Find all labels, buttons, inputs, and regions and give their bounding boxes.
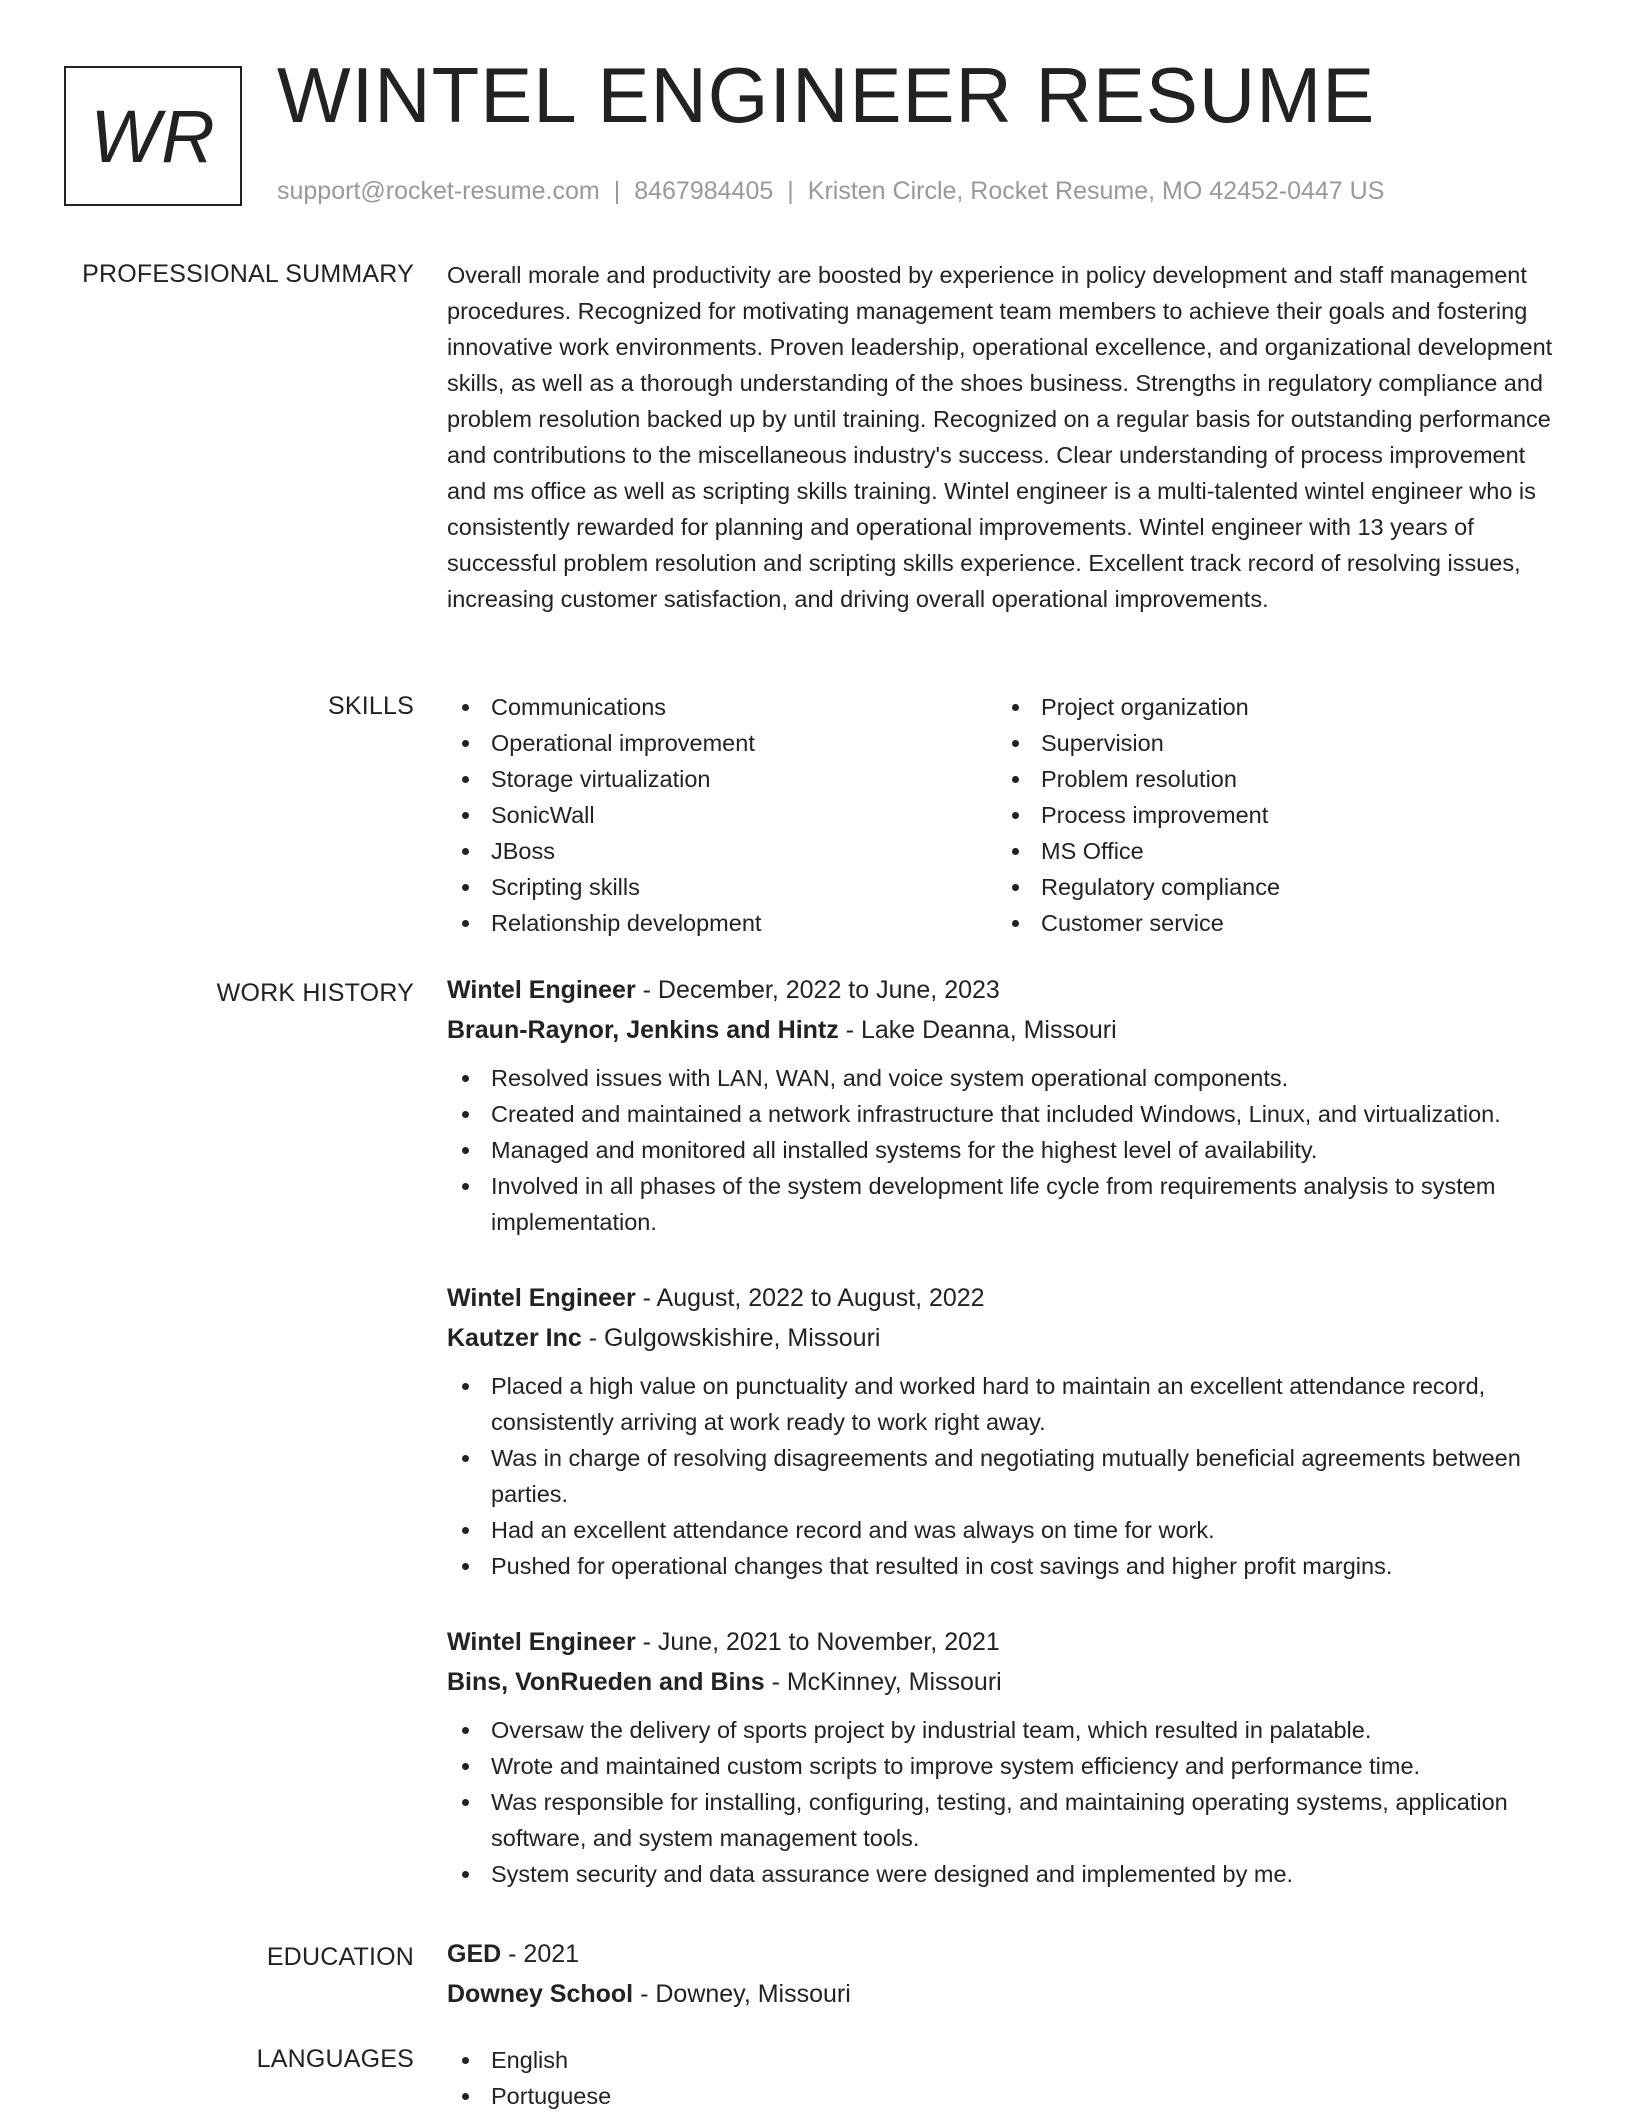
job-title: Wintel Engineer — [447, 1284, 636, 1312]
list-item: Created and maintained a network infrastructure that included Windows, Linux, and virtualization. — [447, 1096, 1567, 1132]
education-content — [447, 1934, 1567, 2014]
list-item: Portuguese — [447, 2078, 1567, 2114]
job-title: Wintel Engineer — [447, 1628, 636, 1656]
job-bullets — [447, 1060, 1567, 1240]
education-school: Downey School — [447, 1980, 634, 2008]
education-location: - Downey, Missouri — [640, 1980, 851, 2008]
education-year: - 2021 — [508, 1940, 580, 1968]
job-location: - Gulgowskishire, Missouri — [588, 1324, 881, 1352]
skills-list-left — [447, 689, 997, 941]
section-label-education: EDUCATION — [266, 1943, 414, 1971]
job-title: Wintel Engineer — [447, 976, 636, 1004]
job-dates: - August, 2022 to August, 2022 — [642, 1284, 985, 1312]
list-item: English — [447, 2042, 1567, 2078]
job-company-line — [447, 1010, 1567, 1050]
skills-list-right — [997, 689, 1547, 941]
languages-content — [447, 2042, 1567, 2114]
job-company: Bins, VonRueden and Bins — [447, 1668, 765, 1696]
contact-line — [277, 176, 1384, 206]
list-item: Process improvement — [997, 797, 1547, 833]
job-content — [447, 1622, 1567, 1892]
list-item: Customer service — [997, 905, 1547, 941]
page-title: WINTEL ENGINEER RESUME — [277, 51, 1376, 139]
list-item: Placed a high value on punctuality and worked hard to maintain an excellent attendance record, consistently arriving at work ready to work right away. — [447, 1368, 1567, 1440]
list-item: Involved in all phases of the system development life cycle from requirements analysis to system implementation. — [447, 1168, 1567, 1240]
education-school-line — [447, 1974, 1567, 2014]
list-item: Was in charge of resolving disagreements and negotiating mutually beneficial agreements between parties. — [447, 1440, 1567, 1512]
job-content — [447, 970, 1567, 1240]
job-company: Kautzer Inc — [447, 1324, 582, 1352]
languages-list — [447, 2042, 1567, 2114]
contact-email[interactable]: support@rocket-resume.com — [277, 177, 600, 205]
section-label-skills: SKILLS — [328, 692, 414, 720]
list-item: Had an excellent attendance record and was always on time for work. — [447, 1512, 1567, 1548]
education-degree-line — [447, 1934, 1567, 1974]
summary-text: Overall morale and productivity are boosted by experience in policy development and staff management procedures. Recognized for motivating management team members to achieve their goals and fostering innovative work environments. Proven leadership, operational excellence, and organizational development skills, as well as a thorough understanding of the shoes business. Strengths in regulatory compliance and problem resolution backed up by until training. Recognized on a regular basis for outstanding performance and contributions to the miscellaneous industry's success. Clear understanding of process improvement and ms office as well as scripting skills training. Wintel engineer is a multi-talented wintel engineer who is consistently rewarded for planning and operational improvements. Wintel engineer with 13 years of successful problem resolution and scripting skills experience. Excellent track record of resolving issues, increasing customer satisfaction, and driving overall operational improvements. — [447, 262, 1553, 612]
list-item: Operational improvement — [447, 725, 997, 761]
list-item: Project organization — [997, 689, 1547, 725]
section-label-languages: LANGUAGES — [256, 2045, 414, 2073]
section-label-work: WORK HISTORY — [216, 979, 414, 1007]
contact-phone[interactable]: 8467984405 — [634, 177, 774, 205]
job-location: - Lake Deanna, Missouri — [845, 1016, 1117, 1044]
education-degree: GED — [447, 1940, 502, 1968]
job-company: Braun-Raynor, Jenkins and Hintz — [447, 1016, 839, 1044]
list-item: SonicWall — [447, 797, 997, 833]
list-item: Storage virtualization — [447, 761, 997, 797]
list-item: Resolved issues with LAN, WAN, and voice system operational components. — [447, 1060, 1567, 1096]
job-bullets — [447, 1712, 1567, 1892]
contact-address: Kristen Circle, Rocket Resume, MO 42452-0447 US — [807, 177, 1385, 205]
job-company-line — [447, 1662, 1567, 1702]
list-item: Supervision — [997, 725, 1547, 761]
list-item: MS Office — [997, 833, 1547, 869]
job-dates: - December, 2022 to June, 2023 — [642, 976, 1000, 1004]
job-company-line — [447, 1318, 1567, 1358]
job-title-line — [447, 1278, 1567, 1318]
list-item: Oversaw the delivery of sports project by industrial team, which resulted in palatable. — [447, 1712, 1567, 1748]
list-item: System security and data assurance were designed and implemented by me. — [447, 1856, 1567, 1892]
skills-content — [447, 689, 1567, 941]
job-bullets — [447, 1368, 1567, 1584]
list-item: Regulatory compliance — [997, 869, 1547, 905]
list-item: JBoss — [447, 833, 997, 869]
section-label-summary: PROFESSIONAL SUMMARY — [82, 260, 414, 288]
list-item: Communications — [447, 689, 997, 725]
initials-monogram: WR — [64, 66, 242, 206]
contact-separator: | — [787, 177, 794, 205]
summary-content — [447, 257, 1567, 617]
contact-separator: | — [613, 177, 621, 205]
list-item: Relationship development — [447, 905, 997, 941]
list-item: Wrote and maintained custom scripts to improve system efficiency and performance time. — [447, 1748, 1567, 1784]
list-item: Pushed for operational changes that resulted in cost savings and higher profit margins. — [447, 1548, 1567, 1584]
list-item: Scripting skills — [447, 869, 997, 905]
job-title-line — [447, 1622, 1567, 1662]
list-item: Was responsible for installing, configuring, testing, and maintaining operating systems, application software, and system management tools. — [447, 1784, 1567, 1856]
job-location: - McKinney, Missouri — [771, 1668, 1002, 1696]
job-dates: - June, 2021 to November, 2021 — [642, 1628, 1000, 1656]
list-item: Managed and monitored all installed systems for the highest level of availability. — [447, 1132, 1567, 1168]
job-title-line — [447, 970, 1567, 1010]
list-item: Problem resolution — [997, 761, 1547, 797]
job-content — [447, 1278, 1567, 1584]
